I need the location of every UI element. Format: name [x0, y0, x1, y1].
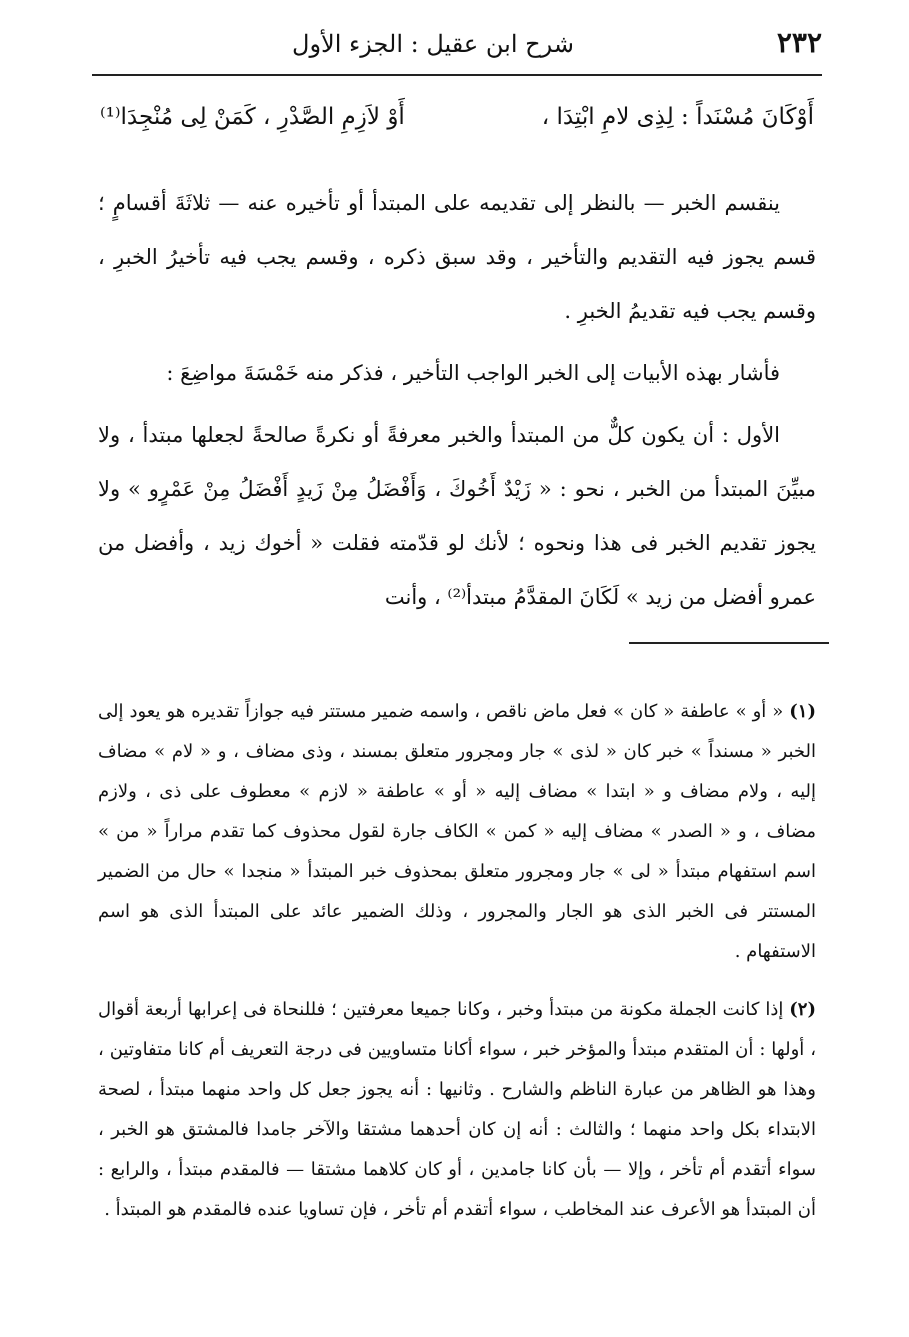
paragraph-intro: ينقسم الخبر — بالنظر إلى تقديمه على المبتدأ أو تأخيره عنه — ثلاثَةَ أقسامٍ ؛ قسم يجوز فيه التقديم والتأخير ، وقد سبق ذكره ، وقسم يجب فيه تأخيرُ الخبرِ ، وقسم يجب فيه تقديمُ الخبرِ . — [98, 191, 816, 323]
footnote-1-mark: (١) — [789, 701, 816, 722]
page-header — [92, 22, 822, 76]
page-number: ٢٣٢ — [776, 26, 822, 59]
verse-second-hemistich: أَوْ لاَزِمِ الصَّدْرِ ، كَمَنْ لِى مُنْجِدَا⁽¹⁾ — [100, 104, 405, 130]
footnotes — [98, 692, 816, 1248]
footnote-separator — [629, 642, 829, 644]
paragraph-five-places: فأشار بهذه الأبيات إلى الخبر الواجب التأخير ، فذكر منه خَمْسَةَ مواضِعَ : — [166, 361, 780, 385]
verse-first-hemistich: أَوْكَانَ مُسْنَداً : لِذِى لامِ ابْتِدَا ، — [541, 104, 814, 130]
running-title: شرح ابن عقيل : الجزء الأول — [292, 30, 574, 58]
footnote-2 — [98, 990, 816, 1230]
footnote-1 — [98, 692, 816, 972]
footnote-2-text: إذا كانت الجملة مكونة من مبتدأ وخبر ، وكانا جميعا معرفتين ؛ فللنحاة فى إعرابها أربعة أقوال ، أولها : أن المتقدم مبتدأ والمؤخر خبر ، سواء أكانا متساويين فى درجة التعريف أم كانا متفاوتين ، وهذا هو الظاهر من عبارة الناظم والشارح . وثانيها : أنه يجوز جعل كل واحد منهما مبتدأ ، لصحة الابتداء بكل واحد منهما ؛ والثالث : أنه إن كان أحدهما مشتقا والآخر جامدا فالمشتق هو الخبر ، سواء أتقدم أم تأخر ، وإلا — بأن كانا جامدين ، أو كان كلاهما مشتقا — فالمقدم مبتدأ ، والرابع : أن المبتدأ هو الأعرف عند المخاطب ، سواء أتقدم أم تأخر ، فإن تساويا عنده فالمقدم هو المبتدأ . — [98, 999, 817, 1220]
paragraph-first-place: الأول : أن يكون كلٌّ من المبتدأ والخبر معرفةً أو نكرةً صالحةً لجعلها مبتدأ ، ولا مبيِّنَ المبتدأ من الخبر ، نحو : « زَيْدٌ أَخُوكَ ، وَأَفْضَلُ مِنْ زَيدٍ أَفْضَلُ مِنْ عَمْرٍو » ولا يجوز تقديم الخبر فى هذا ونحوه ؛ لأنك لو قدّمته فقلت « أخوك زيد ، وأفضل من عمرو أفضل من زيد » لَكَانَ المقدَّمُ مبتدأ⁽²⁾ ، وأنت — [98, 423, 816, 609]
verse-line — [100, 104, 814, 144]
commentary-text — [98, 176, 816, 624]
footnote-1-text: « أو » عاطفة « كان » فعل ماض ناقص ، واسمه ضمير مستتر فيه جوازاً تقديره هو يعود إلى الخبر « مسنداً » خبر كان « لذى » جار ومجرور متعلق بمسند ، وذى مضاف ، و « لام » مضاف إليه ، ولام مضاف و « ابتدا » مضاف إليه « أو » عاطفة « لازم » معطوف على ذى ، ولازم مضاف ، و « الصدر » مضاف إليه « كمن » الكاف جارة لقول محذوف كما تقدم مراراً « من » اسم استفهام مبتدأ « لى » جار ومجرور متعلق بمحذوف خبر المبتدأ « منجدا » حال من الضمير المستتر فى الخبر الذى هو الجار والمجرور ، وذلك الضمير عائد على المبتدأ الذى هو اسم الاستفهام . — [98, 701, 816, 962]
footnote-2-mark: (٢) — [789, 999, 816, 1020]
